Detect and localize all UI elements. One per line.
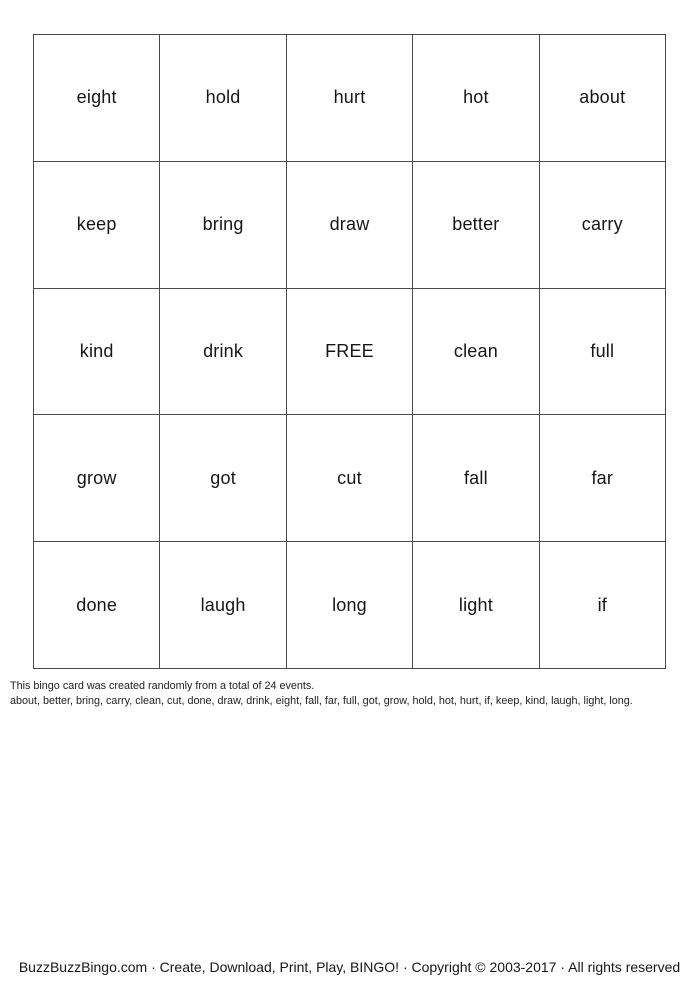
bingo-cell-r1c1[interactable]: eight [34, 35, 160, 162]
bingo-cell-free[interactable]: FREE [287, 289, 413, 416]
bingo-cell-r2c5[interactable]: carry [540, 162, 666, 289]
bingo-cell-r1c5[interactable]: about [540, 35, 666, 162]
bingo-cell-r5c5[interactable]: if [540, 542, 666, 669]
bingo-grid [33, 34, 666, 669]
bingo-cell-r1c2[interactable]: hold [160, 35, 286, 162]
bingo-cell-r2c1[interactable]: keep [34, 162, 160, 289]
bingo-cell-r5c3[interactable]: long [287, 542, 413, 669]
bingo-cell-r5c2[interactable]: laugh [160, 542, 286, 669]
footer-copyright: BuzzBuzzBingo.com · Create, Download, Print, Play, BINGO! · Copyright © 2003-2017 · All rights reserved [18, 959, 681, 975]
bingo-cell-r3c5[interactable]: full [540, 289, 666, 416]
bingo-cell-r3c1[interactable]: kind [34, 289, 160, 416]
bingo-cell-r2c2[interactable]: bring [160, 162, 286, 289]
bingo-cell-r3c4[interactable]: clean [413, 289, 539, 416]
bingo-cell-r4c3[interactable]: cut [287, 415, 413, 542]
bingo-cell-r2c4[interactable]: better [413, 162, 539, 289]
bingo-cell-r4c5[interactable]: far [540, 415, 666, 542]
bingo-cell-r3c2[interactable]: drink [160, 289, 286, 416]
bingo-cell-r4c4[interactable]: fall [413, 415, 539, 542]
bingo-cell-r4c2[interactable]: got [160, 415, 286, 542]
card-info [10, 679, 691, 709]
bingo-cell-r5c1[interactable]: done [34, 542, 160, 669]
bingo-cell-r4c1[interactable]: grow [34, 415, 160, 542]
bingo-cell-r1c4[interactable]: hot [413, 35, 539, 162]
bingo-cell-r2c3[interactable]: draw [287, 162, 413, 289]
info-line-word-list: about, better, bring, carry, clean, cut, done, draw, drink, eight, fall, far, full, got, grow, hold, hot, hurt, if, keep, kind, laugh, light, long. [10, 695, 633, 707]
info-line-events-count: This bingo card was created randomly from a total of 24 events. [10, 680, 315, 692]
bingo-cell-r1c3[interactable]: hurt [287, 35, 413, 162]
bingo-cell-r5c4[interactable]: light [413, 542, 539, 669]
